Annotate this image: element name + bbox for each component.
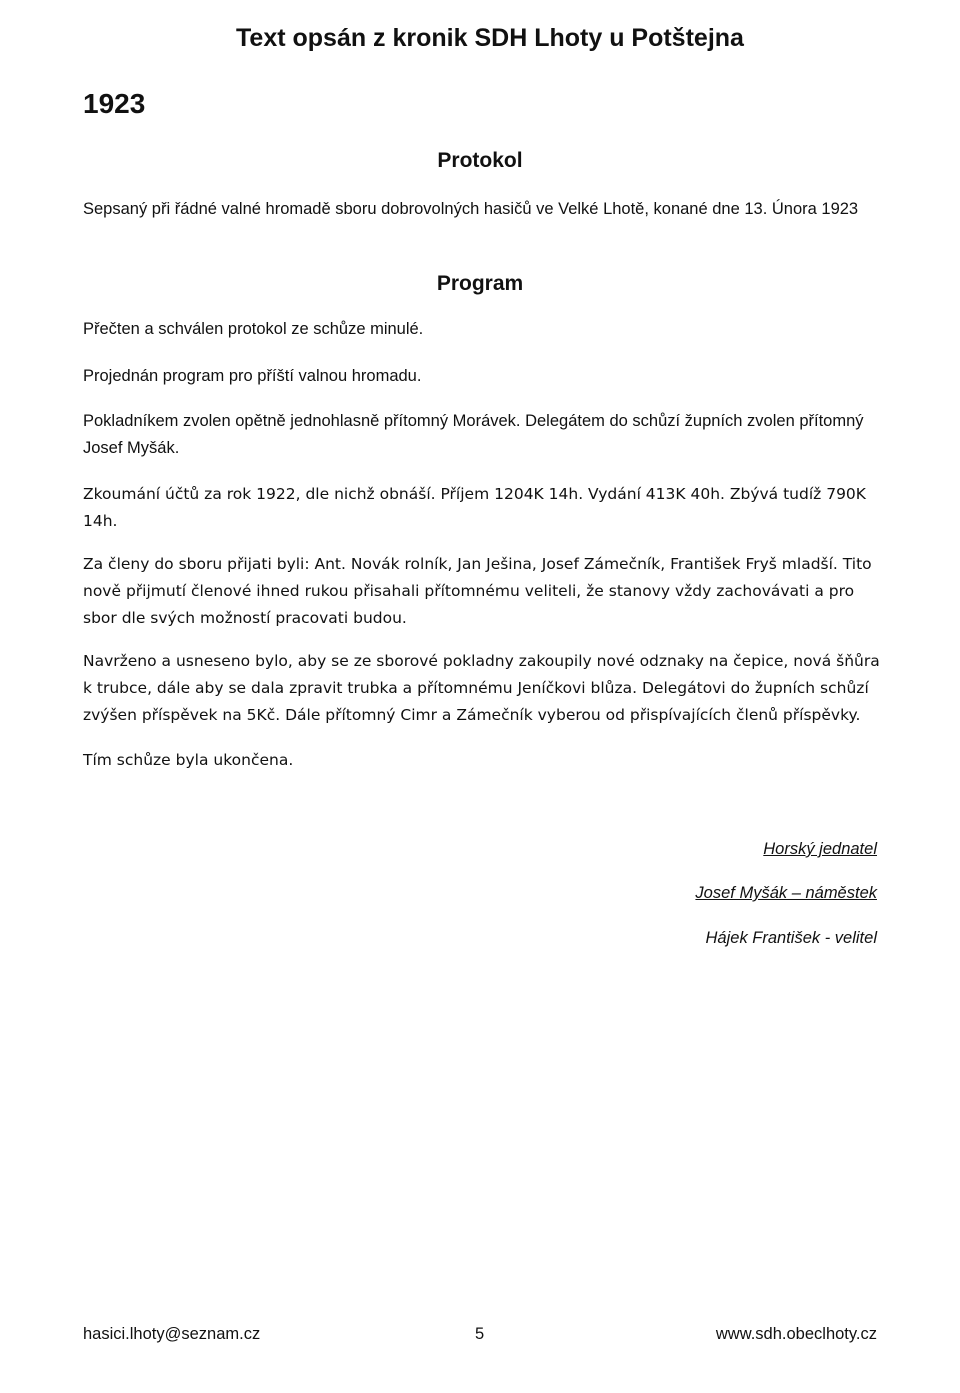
program-heading: Program bbox=[436, 272, 524, 295]
protokol-heading: Protokol bbox=[437, 149, 523, 172]
signature-namestek: Josef Myšák – náměstek bbox=[695, 884, 877, 902]
program-item-7: Tím schůze byla ukončena. bbox=[83, 751, 294, 769]
document-title: Text opsán z kronik SDH Lhoty u Potštejna bbox=[236, 24, 744, 52]
protokol-intro: Sepsaný při řádné valné hromadě sboru dobrovolných hasičů ve Velké Lhotě, konané dne 13. Února 1923 bbox=[83, 200, 859, 218]
footer-website: www.sdh.obeclhoty.cz bbox=[715, 1325, 877, 1343]
program-item-1: Přečten a schválen protokol ze schůze minulé. bbox=[83, 320, 424, 338]
program-item-5: Za členy do sboru přijati byli: Ant. Novák rolník, Jan Ješina, Josef Zámečník, František Fryš mladší. Tito nově přijmutí členové ihned rukou přisahali přítomnému veliteli, že stanovy vždy zachovávati a pro sbor dle svých možností pracovati budou. bbox=[83, 555, 872, 627]
footer-email: hasici.lhoty@seznam.cz bbox=[83, 1325, 261, 1343]
footer-page-number: 5 bbox=[475, 1325, 485, 1343]
program-item-4: Zkoumání účtů za rok 1922, dle nichž obnáší. Příjem 1204K 14h. Vydání 413K 40h. Zbývá tudíž 790K 14h. bbox=[83, 485, 866, 530]
program-item-2: Projednán program pro příští valnou hromadu. bbox=[83, 367, 422, 385]
year-heading: 1923 bbox=[83, 88, 146, 119]
signature-velitel: Hájek František - velitel bbox=[705, 929, 877, 947]
signature-jednatel: Horský jednatel bbox=[763, 840, 877, 858]
program-item-6: Navrženo a usneseno bylo, aby se ze sborové pokladny zakoupily nové odznaky na čepice, nová šňůra k trubce, dále aby se dala zpravit trubka a přítomnému Jeníčkovi blůza. Delegátovi do župních schůzí zvýšen příspěvek na 5Kč. Dále přítomný Cimr a Zámečník vyberou od přispívajících členů příspěvky. bbox=[83, 652, 880, 724]
program-item-3: Pokladníkem zvolen opětně jednohlasně přítomný Morávek. Delegátem do schůzí župních zvolen přítomný Josef Myšák. bbox=[83, 412, 864, 457]
